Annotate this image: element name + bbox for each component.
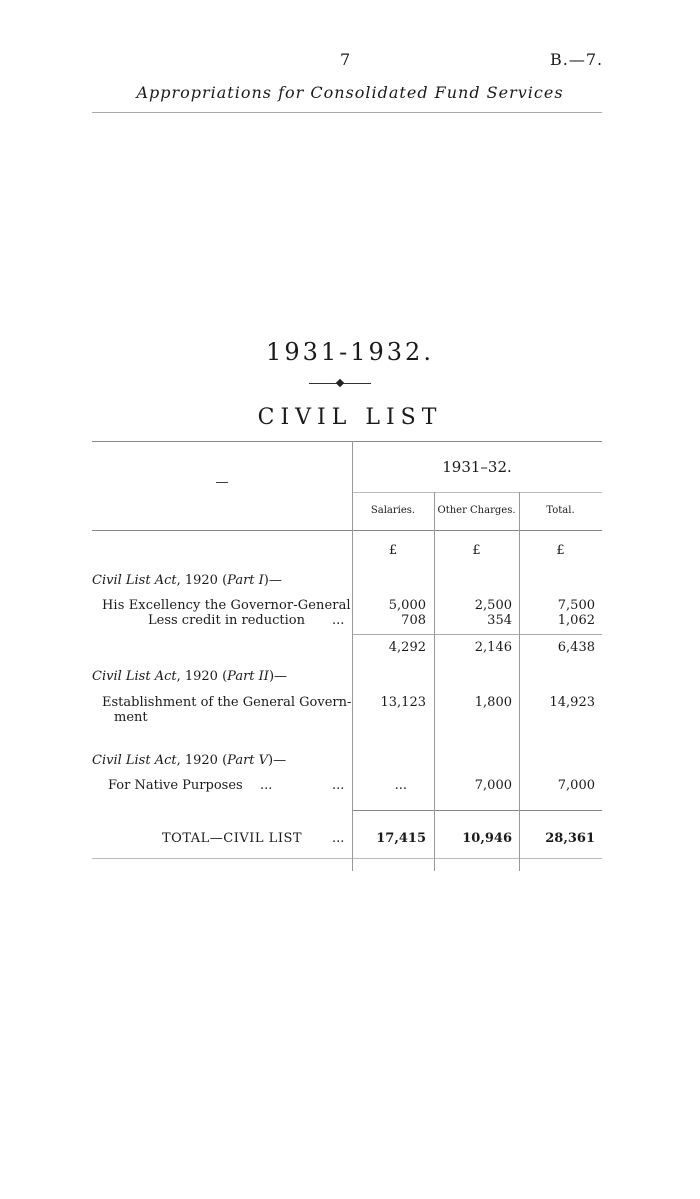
native-purposes-other: 7,000 <box>474 778 512 793</box>
establishment-label-line2: ment <box>114 710 148 725</box>
native-purposes-salaries: ... <box>394 778 407 793</box>
total-header: Total. <box>546 505 575 516</box>
other-charges-header: Other Charges. <box>437 505 516 516</box>
ornament-divider <box>309 381 371 387</box>
page-number: 7 <box>340 50 351 69</box>
table-subheader-rule <box>352 492 602 493</box>
part1-net-total: 6,438 <box>557 640 595 655</box>
table-bottom-rule <box>92 858 602 859</box>
act3-heading: Civil List Act, 1920 (Part V)— <box>92 753 287 768</box>
establishment-total: 14,923 <box>549 695 595 710</box>
diamond-icon <box>336 379 344 387</box>
total-label: TOTAL—CIVIL LIST <box>162 831 303 846</box>
act2-heading: Civil List Act, 1920 (Part II)— <box>92 669 288 684</box>
act1-heading: Civil List Act, 1920 (Part I)— <box>92 573 282 588</box>
currency-other: £ <box>472 543 481 558</box>
page-reference: B.—7. <box>550 50 604 69</box>
civil-list-table <box>92 441 602 871</box>
currency-total: £ <box>556 543 565 558</box>
year-column-header: 1931–32. <box>442 458 512 476</box>
total-rule <box>352 810 602 811</box>
native-purposes-dots-2: ... <box>332 778 345 793</box>
subtotal-rule <box>352 634 602 635</box>
part1-net-salaries: 4,292 <box>388 640 426 655</box>
establishment-other: 1,800 <box>474 695 512 710</box>
stub-header: — <box>215 475 229 490</box>
credit-reduction-dots: ... <box>332 613 345 628</box>
governor-general-total: 7,500 <box>557 598 595 613</box>
total-other: 10,946 <box>462 831 512 846</box>
credit-reduction-other: 354 <box>487 613 512 628</box>
running-title: Appropriations for Consolidated Fund Services <box>136 83 564 102</box>
establishment-label-line1: Establishment of the General Govern- <box>102 695 352 710</box>
part1-net-other: 2,146 <box>474 640 512 655</box>
credit-reduction-total: 1,062 <box>557 613 595 628</box>
governor-general-salaries: 5,000 <box>388 598 426 613</box>
establishment-salaries: 13,123 <box>380 695 426 710</box>
total-grand: 28,361 <box>545 831 595 846</box>
table-top-rule <box>92 441 602 442</box>
credit-reduction-salaries: 708 <box>401 613 426 628</box>
native-purposes-label: For Native Purposes <box>108 778 243 793</box>
year-title: 1931-1932. <box>266 338 434 366</box>
credit-reduction-label: Less credit in reduction <box>148 613 305 628</box>
native-purposes-dots-1: ... <box>260 778 273 793</box>
total-dots: ... <box>332 831 345 846</box>
native-purposes-total: 7,000 <box>557 778 595 793</box>
header-rule <box>92 112 602 113</box>
governor-general-label: His Excellency the Governor-General <box>102 598 351 613</box>
governor-general-other: 2,500 <box>474 598 512 613</box>
section-title: CIVIL LIST <box>257 405 443 430</box>
table-header-bottom-rule <box>92 530 602 531</box>
currency-salaries: £ <box>388 543 398 558</box>
total-salaries: 17,415 <box>376 831 426 846</box>
salaries-header: Salaries. <box>370 505 416 516</box>
